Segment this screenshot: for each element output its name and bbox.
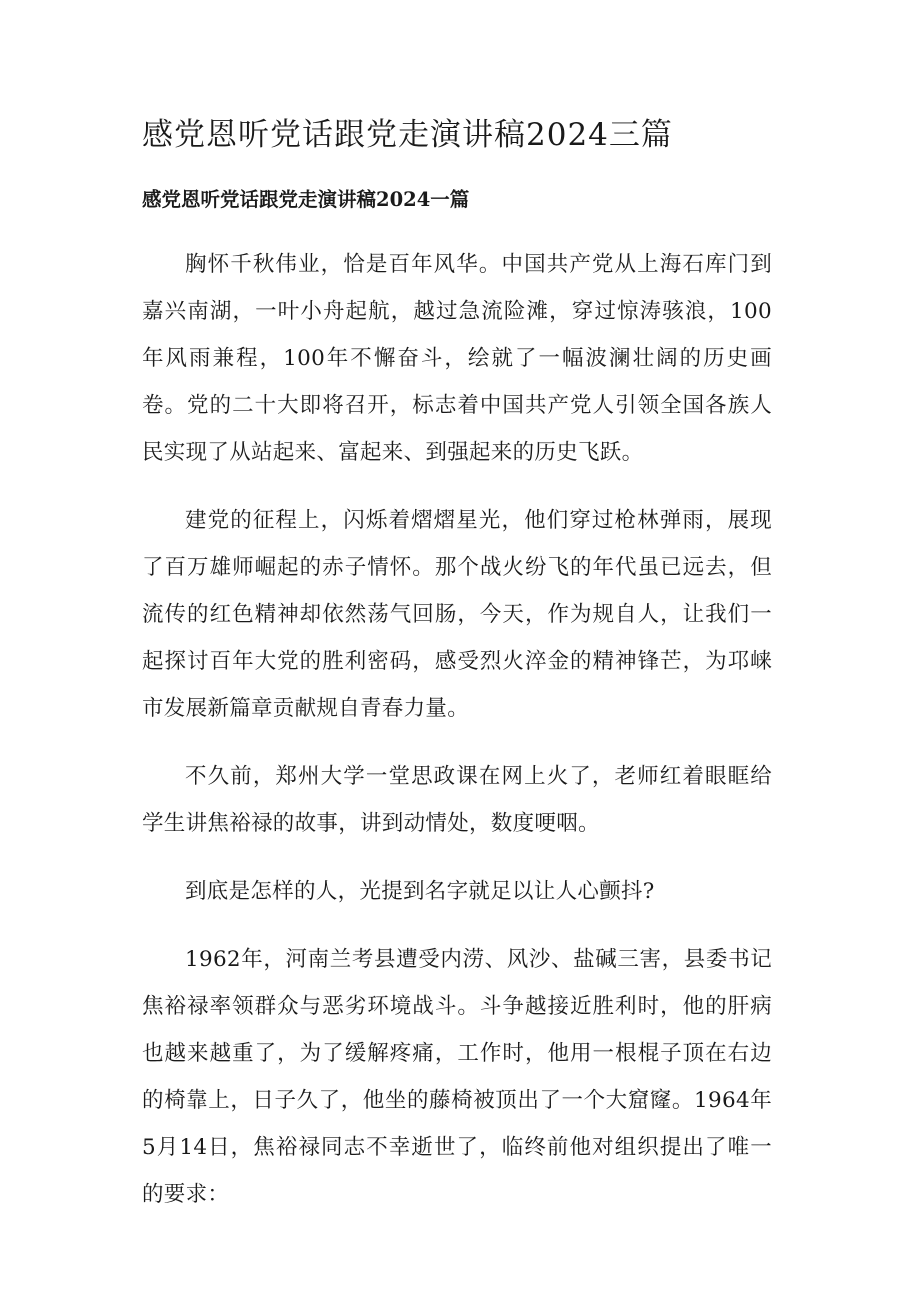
document-title: 感党恩听党话跟党走演讲稿2024三篇: [142, 117, 673, 153]
paragraph: 不久前，郑州大学一堂思政课在网上火了，老师红着眼眶给学生讲焦裕禄的故事，讲到动情处，数度哽咽。: [142, 764, 772, 836]
document-body: [142, 241, 772, 1239]
paragraph: 建党的征程上，闪烁着熠熠星光，他们穿过枪林弹雨，展现了百万雄师崛起的赤子情怀。那个战火纷飞的年代虽已远去，但流传的红色精神却依然荡气回肠，今天，作为规自人，让我们一起探讨百年大党的胜利密码，感受烈火淬金的精神锋芒，为邛崃市发展新篇章贡献规自青春力量。: [142, 508, 772, 721]
document-subtitle: 感党恩听党话跟党走演讲稿2024一篇: [142, 188, 470, 211]
paragraph: 胸怀千秋伟业，恰是百年风华。中国共产党从上海石库门到嘉兴南湖，一叶小舟起航，越过急流险滩，穿过惊涛骇浪，100年风雨兼程，100年不懈奋斗，绘就了一幅波澜壮阔的历史画卷。党的二十大即将召开，标志着中国共产党人引领全国各族人民实现了从站起来、富起来、到强起来的历史飞跃。: [142, 252, 772, 465]
paragraph: 1962年，河南兰考县遭受内涝、风沙、盐碱三害，县委书记焦裕禄率领群众与恶劣环境战斗。斗争越接近胜利时，他的肝病也越来越重了，为了缓解疼痛，工作时，他用一根棍子顶在右边的椅靠上，日子久了，他坐的藤椅被顶出了一个大窟窿。1964年5月14日，焦裕禄同志不幸逝世了，临终前他对组织提出了唯一的要求：: [142, 947, 772, 1207]
paragraph: 到底是怎样的人，光提到名字就足以让人心颤抖?: [185, 879, 655, 904]
